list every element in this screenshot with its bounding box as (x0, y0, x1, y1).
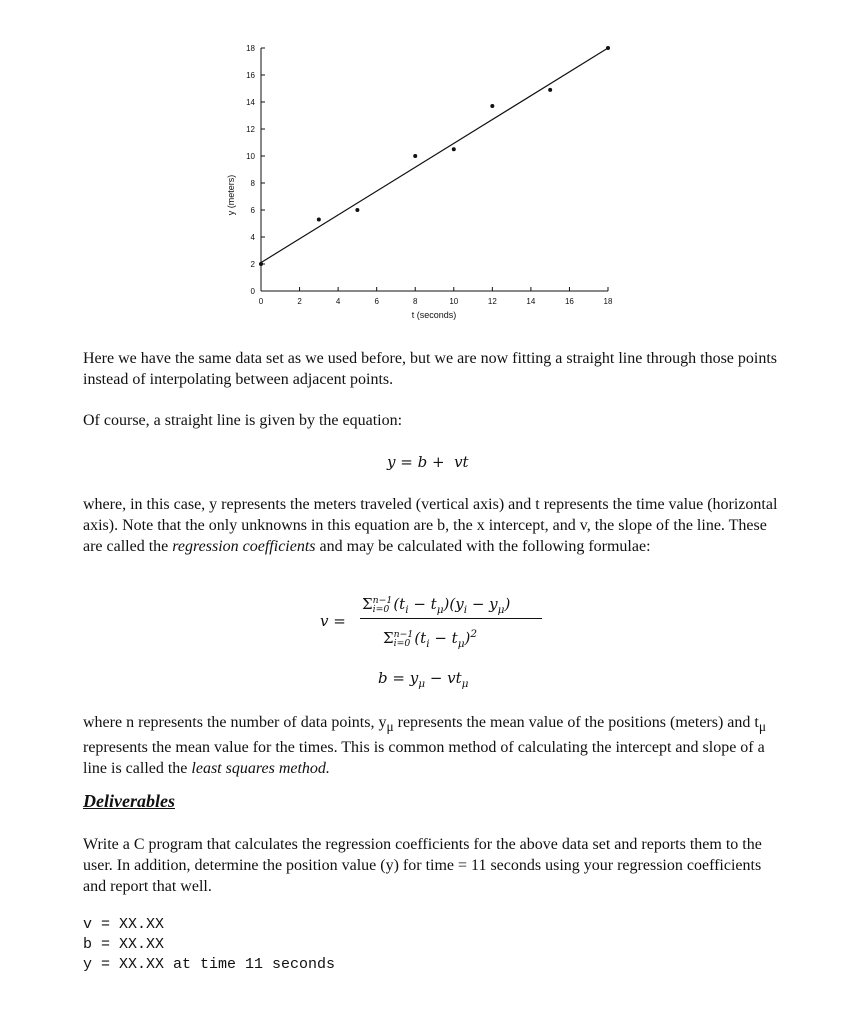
means-text-2: represents the mean value of the positions (meters) and t (393, 714, 759, 731)
x-tick-label: 14 (526, 297, 536, 306)
x-tick-label: 16 (564, 297, 574, 306)
data-point (413, 154, 417, 158)
x-tick-label: 18 (603, 297, 613, 306)
output-line-v: v = XX.XX (83, 916, 165, 933)
means-text-3: represents the mean value for the times. This is common method of calculating the intercept and slope of a line is called the (83, 739, 765, 778)
x-tick-label: 0 (258, 297, 264, 306)
data-point (317, 217, 321, 221)
x-tick-label: 2 (297, 297, 302, 306)
y-tick-label: 2 (250, 260, 255, 269)
intercept-formula: $b = y_\mu - vt_\mu$ (378, 669, 469, 690)
y-tick-label: 8 (250, 179, 255, 188)
data-point (490, 104, 494, 108)
y-tick-label: 16 (246, 71, 255, 80)
where-text-2: and may be calculated with the following formulae: (315, 538, 651, 555)
where-paragraph (83, 494, 783, 557)
slope-denominator: Σ n−1 i=0 $(t_i - t_\mu)^2$ (383, 628, 478, 650)
data-point (355, 208, 359, 212)
x-tick-label: 10 (449, 297, 459, 306)
least-squares-term: least squares method. (191, 760, 330, 778)
output-line-y: y = XX.XX at time 11 seconds (83, 956, 336, 973)
x-tick-label: 12 (487, 297, 497, 306)
mu-subscript-t: μ (758, 719, 766, 735)
data-point (259, 262, 263, 266)
equation-lead: Of course, a straight line is given by the equation: (83, 412, 403, 429)
regression-coefficients-term: regression coefficients (172, 538, 316, 555)
x-tick-label: 6 (374, 297, 379, 306)
data-point (452, 147, 456, 151)
y-tick-label: 14 (246, 98, 255, 107)
means-paragraph (83, 712, 783, 779)
slope-numerator: Σ n−1 i=0 $(t_i - t_\mu)(y_i - y_\mu)$ (362, 594, 511, 616)
data-point (606, 46, 610, 50)
x-tick-label: 4 (335, 297, 341, 306)
y-tick-label: 18 (246, 44, 255, 53)
regression-line (261, 48, 608, 263)
deliverables-heading: Deliverables (83, 791, 175, 811)
x-axis-label: t (seconds) (411, 310, 457, 320)
y-tick-label: 12 (246, 125, 255, 134)
output-line-b: b = XX.XX (83, 936, 165, 953)
slope-formula (320, 591, 545, 651)
fraction-bar (360, 618, 542, 619)
data-point (548, 88, 552, 92)
where-text-1: where, in this case, y represents the meters traveled (vertical axis) and t represents the time value (horizontal axis). Note that the only unknowns in this equation are b, the x intercept, and v, the slope of the line. These are called the (83, 496, 778, 555)
y-axis-label: y (meters) (226, 174, 236, 216)
slope-formula-text: v = (320, 612, 346, 630)
intro-paragraph: Here we have the same data set as we used before, but we are now fitting a straight line through those points instead of interpolating between adjacent points. (83, 350, 778, 388)
line-equation: y = b + vt (387, 453, 469, 471)
task-paragraph: Write a C program that calculates the regression coefficients for the above data set and reports them to the user. In addition, determine the position value (y) for time = 11 seconds using your regression coefficients and report that well. (83, 836, 762, 895)
y-tick-label: 6 (250, 206, 255, 215)
y-tick-label: 10 (246, 152, 255, 161)
y-tick-label: 4 (250, 233, 255, 242)
scatter-chart (215, 35, 635, 335)
x-tick-label: 8 (412, 297, 418, 306)
mu-subscript-y: μ (386, 719, 394, 735)
y-tick-label: 0 (250, 287, 255, 296)
means-text-1: where n represents the number of data points, y (83, 714, 387, 731)
